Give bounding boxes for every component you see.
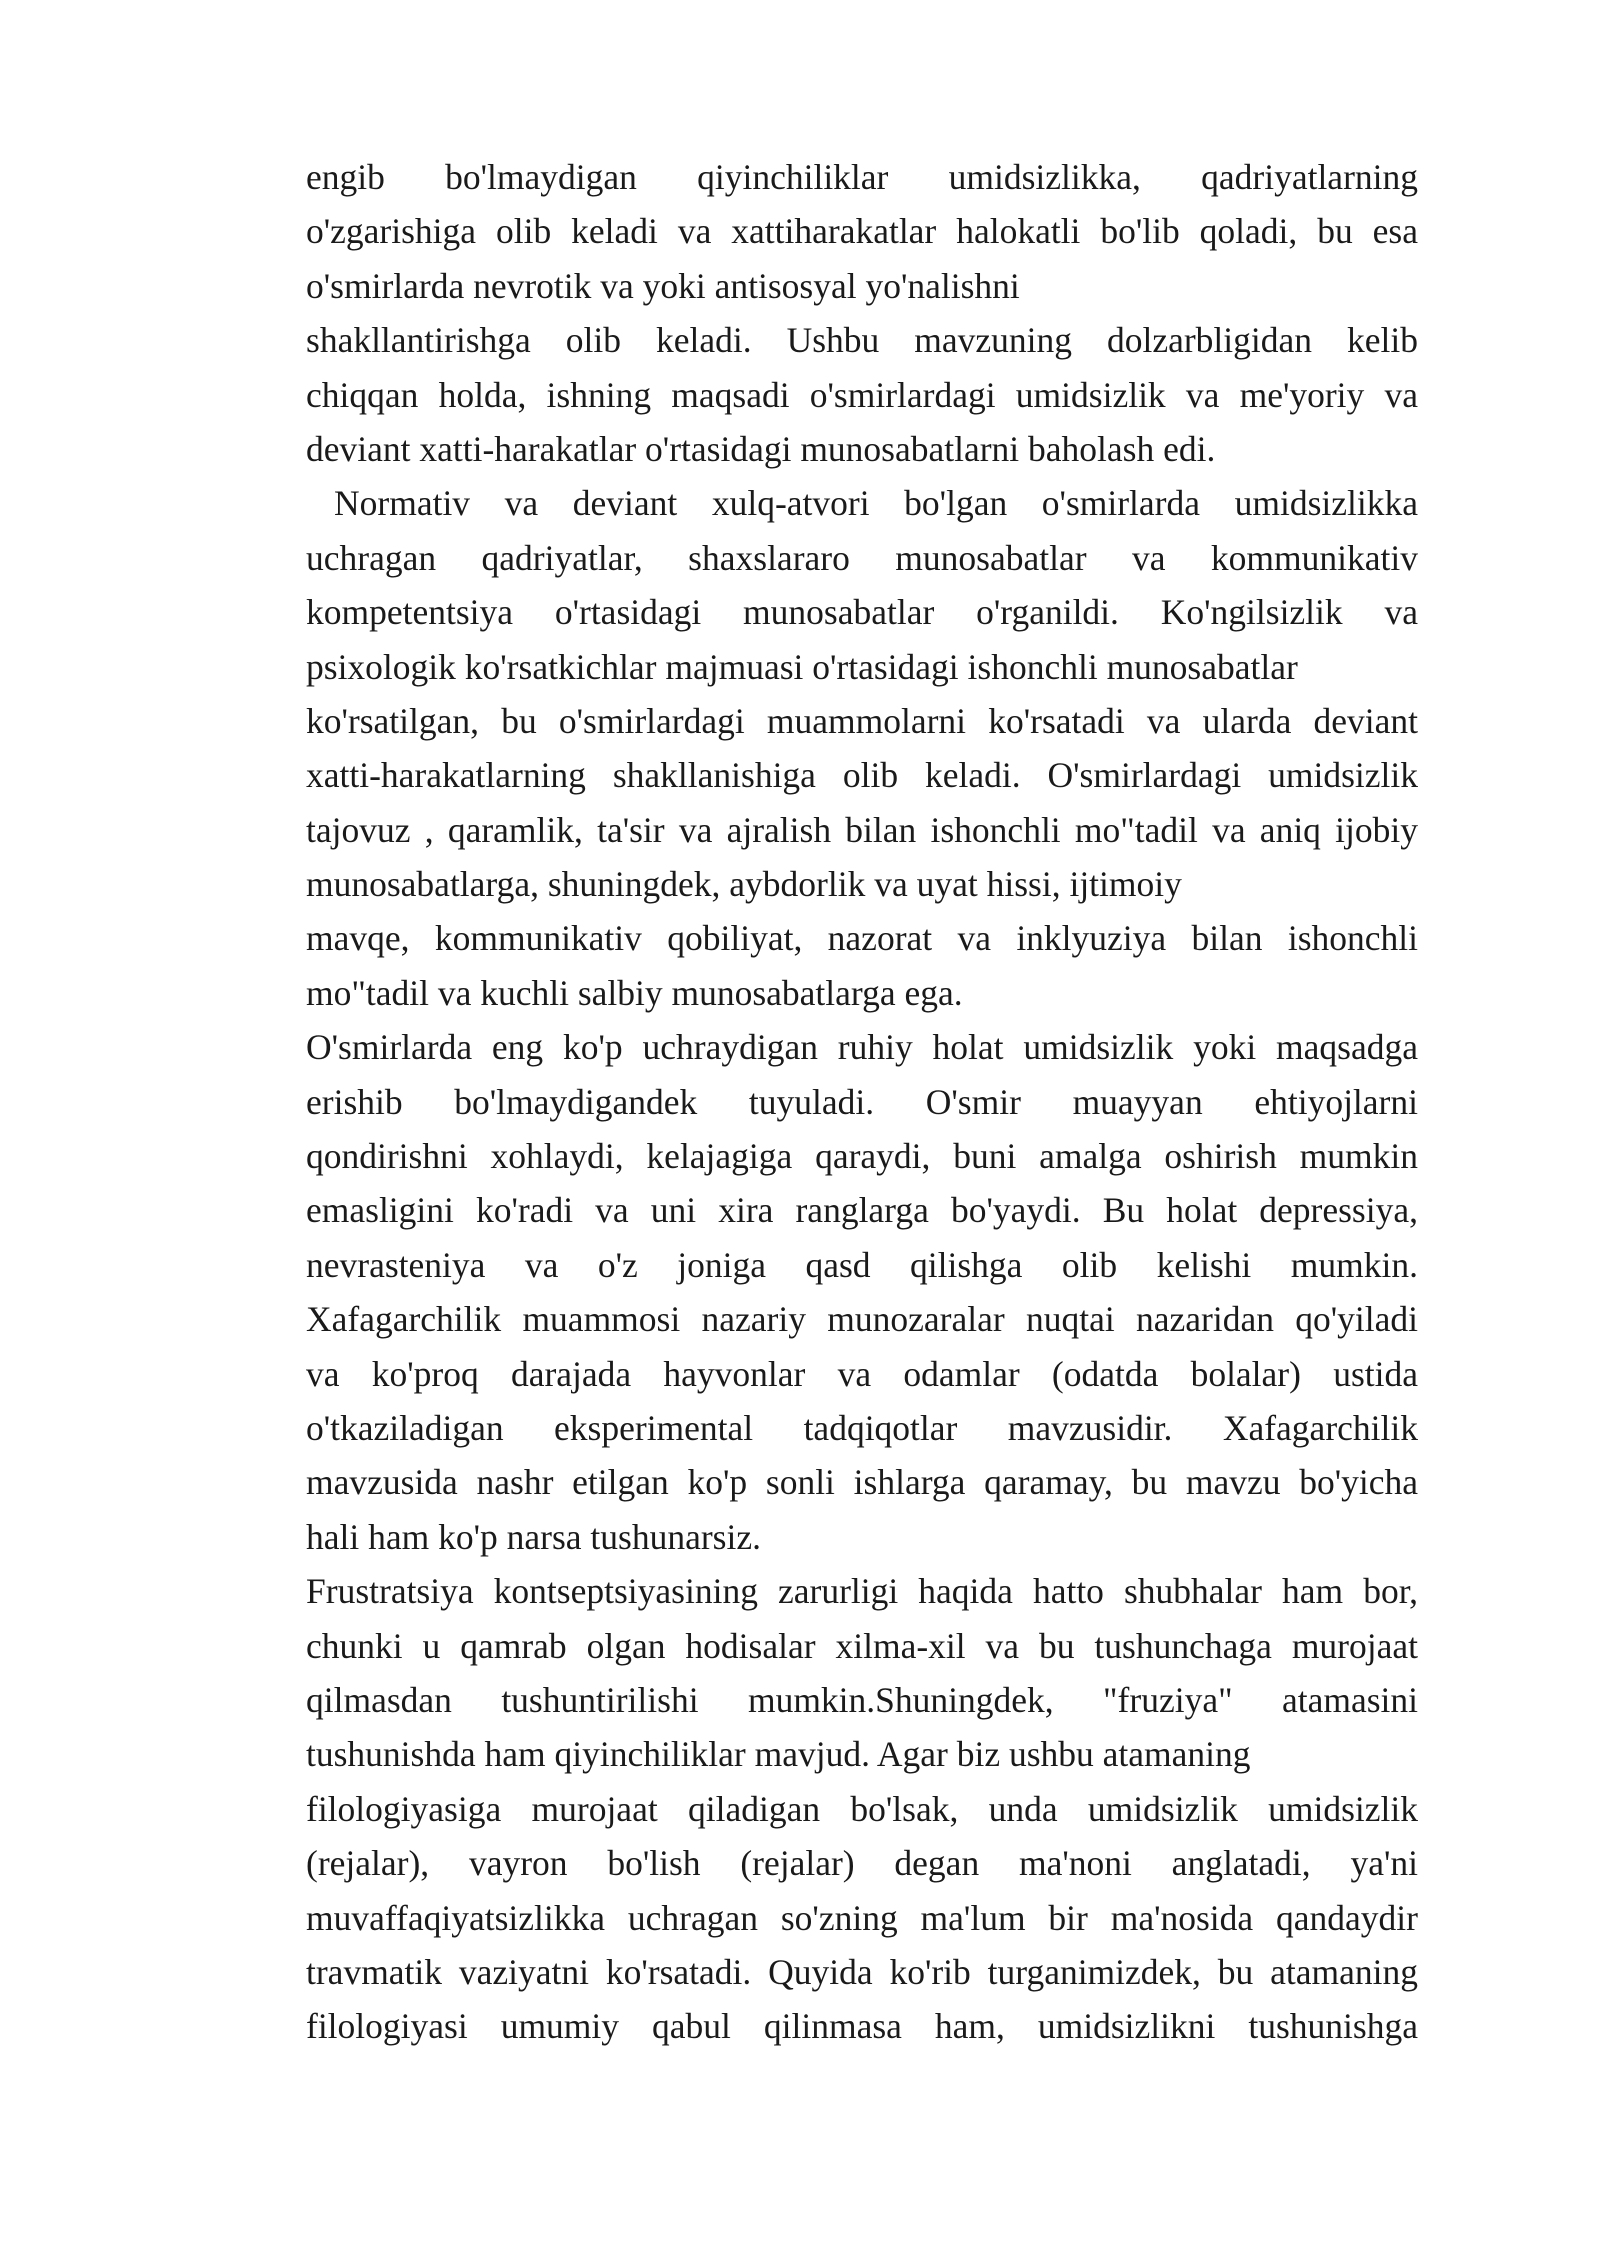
document-page [306,150,1418,2054]
text-line: mo"tadil va kuchli salbiy munosabatlarga ega. [306,972,963,1013]
text-line: (rejalar), vayron bo'lish (rejalar) degan ma'noni anglatadi, ya'ni [306,1843,1418,1884]
text-line: O'smirlarda eng ko'p uchraydigan ruhiy holat umidsizlik yoki maqsadga [306,1027,1418,1068]
text-line: mavzusida nashr etilgan ko'p sonli ishlarga qaramay, bu mavzu bo'yicha [306,1462,1418,1503]
text-line: erishib bo'lmaydigandek tuyuladi. O'smir muayyan ehtiyojlarni [306,1081,1418,1122]
text-line: filologiyasi umumiy qabul qilinmasa ham, umidsizlikni tushunishga [306,2006,1418,2047]
text-line: o'zgarishiga olib keladi va xattiharakatlar halokatli bo'lib qoladi, bu esa [306,211,1418,252]
text-line: tushunishda ham qiyinchiliklar mavjud. Agar biz ushbu atamaning [306,1734,1251,1775]
text-line: engib bo'lmaydigan qiyinchiliklar umidsizlikka, qadriyatlarning [306,157,1418,197]
text-line: qondirishni xohlaydi, kelajagiga qaraydi, buni amalga oshirish mumkin [306,1136,1418,1177]
text-line: xatti-harakatlarning shakllanishiga olib keladi. O'smirlardagi umidsizlik [306,755,1418,796]
text-line: va ko'proq darajada hayvonlar va odamlar (odatda bolalar) ustida [306,1353,1418,1394]
text-line: chiqqan holda, ishning maqsadi o'smirlardagi umidsizlik va me'yoriy va [306,374,1418,415]
text-line: Normativ va deviant xulq-atvori bo'lgan o'smirlarda umidsizlikka [334,483,1418,524]
text-line: chunki u qamrab olgan hodisalar xilma-xil va bu tushunchaga murojaat [306,1625,1418,1666]
text-line: munosabatlarga, shuningdek, aybdorlik va uyat hissi, ijtimoiy [306,864,1182,905]
text-line: shakllantirishga olib keladi. Ushbu mavzuning dolzarbligidan kelib [306,320,1418,361]
text-line: mavqe, kommunikativ qobiliyat, nazorat va inklyuziya bilan ishonchli [306,918,1418,959]
text-line: Frustratsiya kontseptsiyasining zarurligi haqida hatto shubhalar ham bor, [306,1571,1418,1612]
text-line: o'smirlarda nevrotik va yoki antisosyal yo'nalishni [306,265,1020,306]
text-line: filologiyasiga murojaat qiladigan bo'lsak, unda umidsizlik umidsizlik [306,1788,1418,1829]
text-line: deviant xatti-harakatlar o'rtasidagi munosabatlarni baholash edi. [306,428,1216,469]
text-line: emasligini ko'radi va uni xira ranglarga bo'yaydi. Bu holat depressiya, [306,1190,1418,1231]
document-text-body [306,150,1418,2054]
text-line: hali ham ko'p narsa tushunarsiz. [306,1516,761,1557]
text-line: travmatik vaziyatni ko'rsatadi. Quyida ko'rib turganimizdek, bu atamaning [306,1951,1418,1992]
text-line: Xafagarchilik muammosi nazariy munozaralar nuqtai nazaridan qo'yiladi [306,1299,1418,1340]
text-line: nevrasteniya va o'z joniga qasd qilishga olib kelishi mumkin. [306,1244,1418,1285]
text-line: tajovuz , qaramlik, ta'sir va ajralish bilan ishonchli mo"tadil va aniq ijobiy [306,809,1418,850]
text-line: o'tkaziladigan eksperimental tadqiqotlar mavzusidir. Xafagarchilik [306,1407,1418,1448]
text-line: muvaffaqiyatsizlikka uchragan so'zning ma'lum bir ma'nosida qandaydir [306,1897,1418,1938]
text-line: psixologik ko'rsatkichlar majmuasi o'rtasidagi ishonchli munosabatlar [306,646,1298,687]
text-line: uchragan qadriyatlar, shaxslararo munosabatlar va kommunikativ [306,537,1418,578]
text-line: ko'rsatilgan, bu o'smirlardagi muammolarni ko'rsatadi va ularda deviant [306,700,1418,741]
text-line: kompetentsiya o'rtasidagi munosabatlar o'rganildi. Ko'ngilsizlik va [306,592,1418,633]
text-line: qilmasdan tushuntirilishi mumkin.Shuningdek, "fruziya" atamasini [306,1679,1418,1720]
